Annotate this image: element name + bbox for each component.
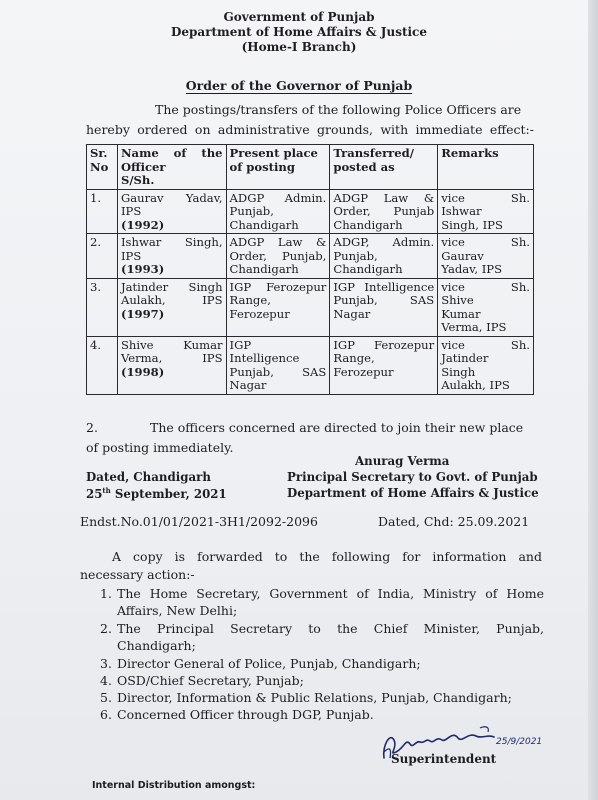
recipient-5-num: 5. — [100, 690, 112, 705]
recipient-2-line-2: Chandigarh; — [117, 638, 196, 653]
signatory-department: Department of Home Affairs & Justice — [287, 486, 539, 500]
cell-present: ADGP Admin. Punjab, Chandigarh — [226, 189, 330, 234]
copy-line-2: necessary action:- — [80, 567, 195, 582]
table-row — [87, 234, 534, 279]
cell-transferred: ADGP Law & Order, Punjab Chandigarh — [330, 189, 438, 234]
internal-distribution: Internal Distribution amongst: — [92, 780, 256, 791]
transfer-table — [86, 144, 534, 395]
recipient-2-line-1: The Principal Secretary to the Chief Minister, Punjab, — [117, 621, 544, 636]
table-row — [87, 278, 534, 336]
cell-transferred: ADGP, Admin. Punjab, Chandigarh — [330, 234, 438, 279]
signature-date: 25/9/2021 — [496, 737, 543, 747]
recipient-4-num: 4. — [100, 673, 112, 688]
intro-line-1: The postings/transfers of the following Police Officers are — [155, 102, 522, 117]
dated-date: 25th September, 2021 — [86, 486, 227, 501]
signatory-name: Anurag Verma — [355, 454, 450, 468]
signatory-designation: Principal Secretary to Govt. of Punjab — [287, 470, 538, 484]
cell-present: ADGP Law & Order, Punjab, Chandigarh — [226, 234, 330, 279]
cell-present: IGP Intelligence Punjab, SAS Nagar — [226, 336, 330, 394]
endorsement-date: Dated, Chd: 25.09.2021 — [378, 514, 530, 529]
cell-officer: Gaurav Yadav, IPS (1992) — [117, 189, 226, 234]
header-department: Department of Home Affairs & Justice — [170, 25, 427, 39]
cell-remarks: vice Sh. Ishwar Singh, IPS — [438, 189, 534, 234]
header-remarks: Remarks — [438, 145, 534, 190]
recipient-1-line-2: Affairs, New Delhi; — [117, 603, 238, 618]
recipient-3-line-1: Director General of Police, Punjab, Chandigarh; — [117, 656, 421, 671]
cell-officer: Ishwar Singh, IPS (1993) — [117, 234, 226, 279]
cell-remarks: vice Sh. Shive Kumar Verma, IPS — [438, 278, 534, 336]
recipient-6-num: 6. — [100, 707, 112, 722]
cell-sr: 3. — [87, 278, 118, 336]
cell-transferred: IGP Ferozepur Range, Ferozepur — [330, 336, 438, 394]
cell-sr: 1. — [87, 189, 118, 234]
recipient-5-line-1: Director, Information & Public Relations, Punjab, Chandigarh; — [117, 690, 512, 705]
recipient-6-line-1: Concerned Officer through DGP, Punjab. — [117, 707, 374, 722]
recipient-2-num: 2. — [100, 621, 112, 636]
cell-sr: 4. — [87, 336, 118, 394]
table-row — [87, 336, 534, 394]
recipient-3-num: 3. — [100, 656, 112, 671]
cell-present: IGP Ferozepur Range, Ferozepur — [226, 278, 330, 336]
intro-line-2: hereby ordered on administrative grounds, with immediate effect:- — [86, 122, 534, 137]
endorsement-number: Endst.No.01/01/2021-3H1/2092-2096 — [80, 514, 318, 529]
cell-remarks: vice Sh. Jatinder Singh Aulakh, IPS — [438, 336, 534, 394]
header-sr-no: Sr. No — [87, 145, 118, 190]
para-2-number: 2. — [86, 420, 98, 435]
cell-transferred: IGP Intelligence Punjab, SAS Nagar — [330, 278, 438, 336]
header-transferred: Transferred/ posted as — [330, 145, 438, 190]
recipient-4-line-1: OSD/Chief Secretary, Punjab; — [117, 673, 304, 688]
cell-sr: 2. — [87, 234, 118, 279]
order-title: Order of the Governor of Punjab — [185, 78, 413, 93]
copy-line-1: A copy is forwarded to the following for information and — [112, 549, 542, 564]
page-edge-shadow — [588, 0, 598, 800]
cell-remarks: vice Sh. Gaurav Yadav, IPS — [438, 234, 534, 279]
superintendent-label: Superintendent — [391, 752, 497, 766]
recipient-1-num: 1. — [100, 586, 112, 601]
header-officer-name: Name of the Officer S/Sh. — [117, 145, 226, 190]
table-row — [87, 189, 534, 234]
cell-officer: Shive Kumar Verma, IPS (1998) — [117, 336, 226, 394]
cell-officer: Jatinder Singh Aulakh, IPS (1997) — [117, 278, 226, 336]
header-government: Government of Punjab — [223, 10, 375, 24]
header-present-posting: Present place of posting — [226, 145, 330, 190]
recipient-1-line-1: The Home Secretary, Government of India, Ministry of Home — [117, 586, 544, 601]
dated-place: Dated, Chandigarh — [86, 470, 211, 484]
para-2-line-2: of posting immediately. — [86, 440, 234, 455]
para-2-line-1: The officers concerned are directed to join their new place — [150, 420, 524, 435]
table-header-row — [87, 145, 534, 190]
header-branch: (Home-I Branch) — [241, 40, 357, 54]
